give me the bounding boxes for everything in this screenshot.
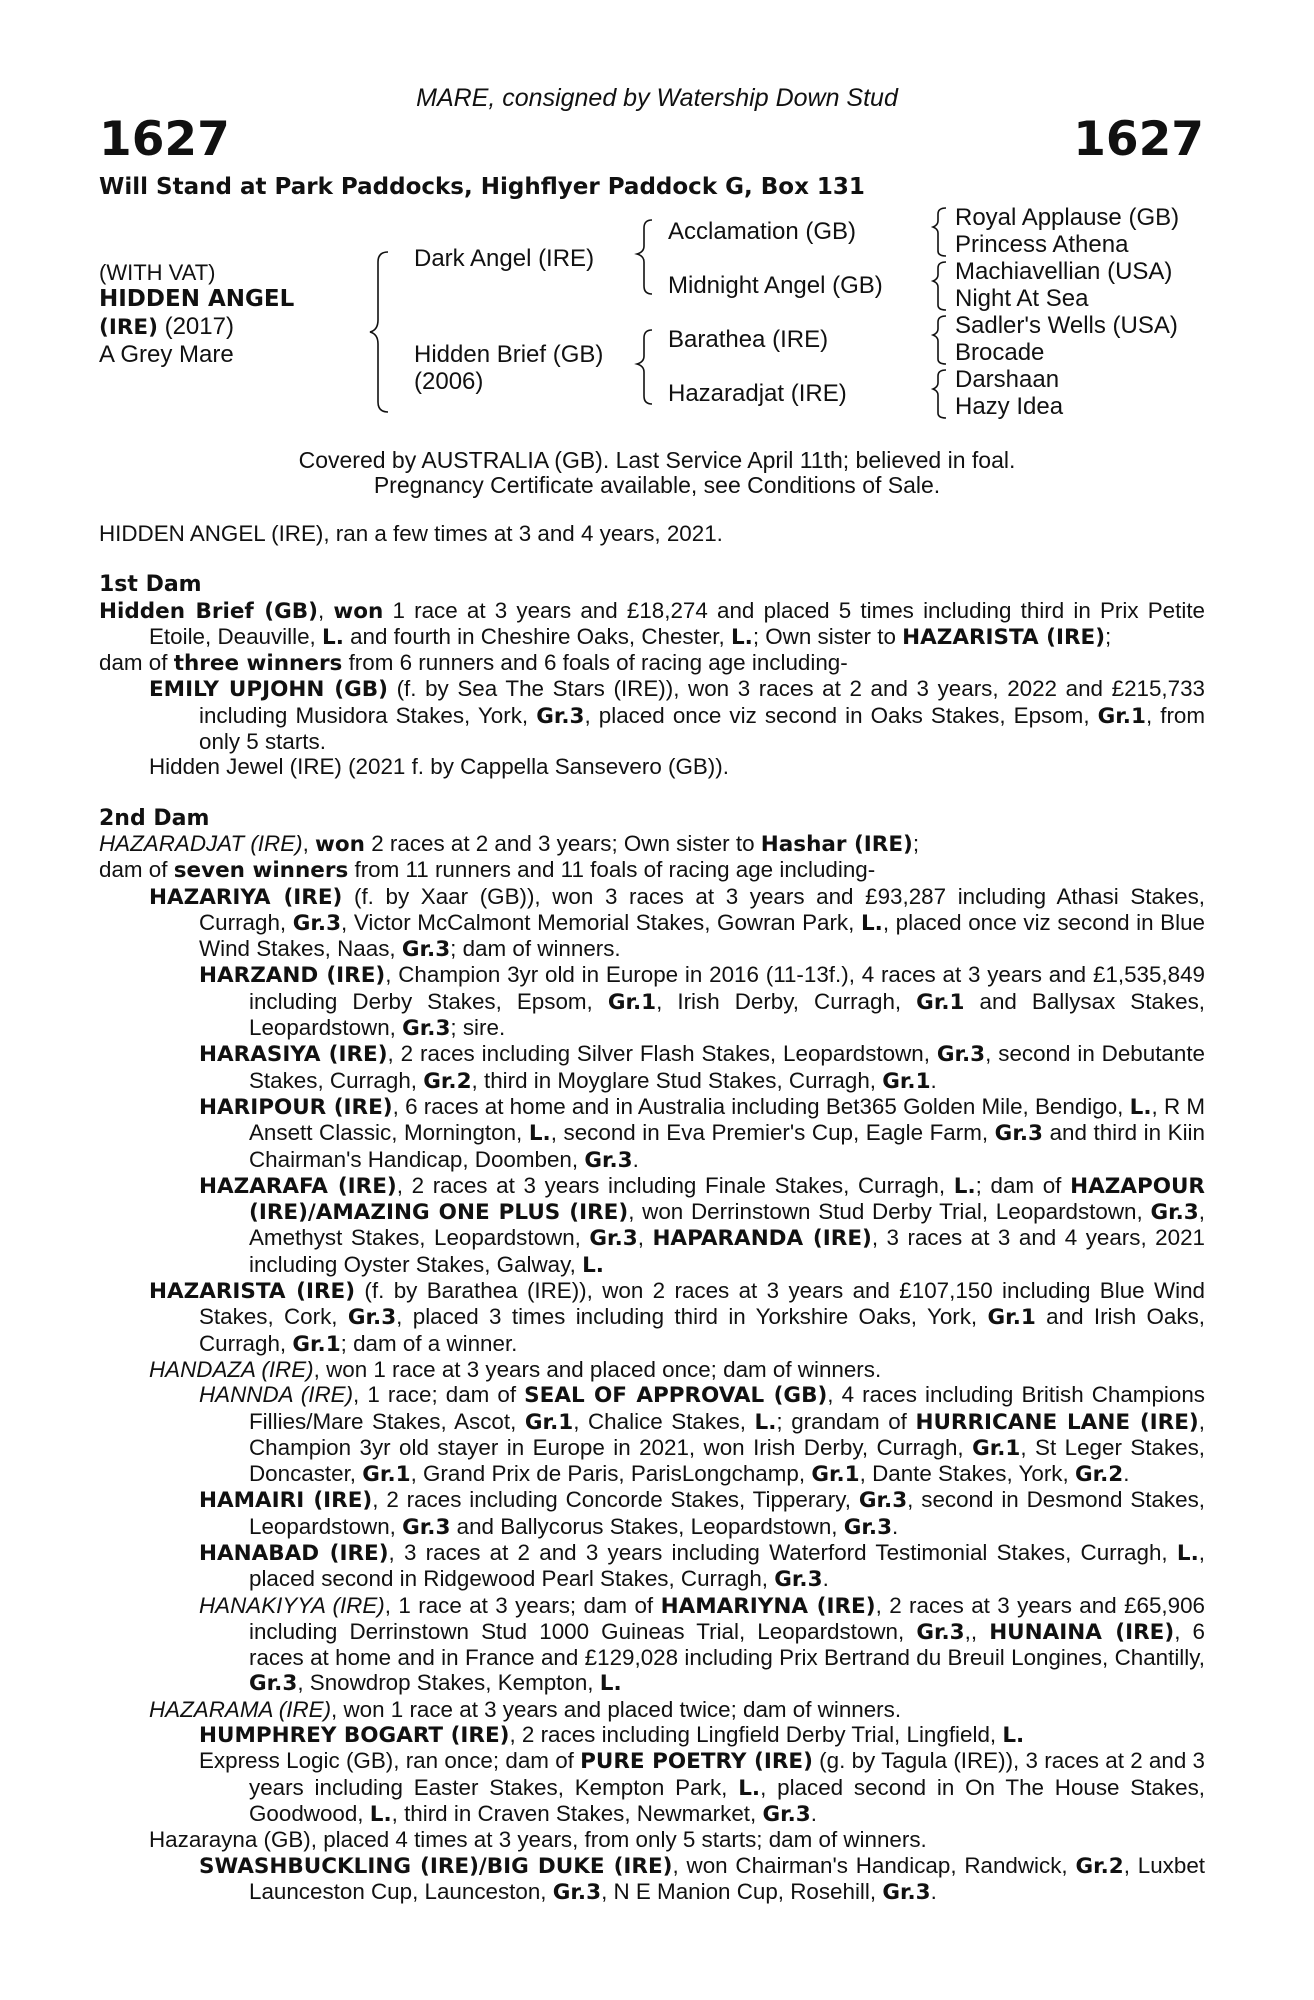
race-record xyxy=(99,521,1205,1905)
bold-run: L. xyxy=(1002,1723,1025,1749)
text-run: ; dam of winners. xyxy=(450,936,621,962)
text-run: (f. by Barathea (IRE)), won 2 races at 3 years and £107,150 including Blue Wind Stakes, Cork, xyxy=(199,1278,1205,1330)
text-run: , 2 races at 3 years including Finale Stakes, Curragh, xyxy=(396,1172,954,1198)
text-run: . xyxy=(810,1800,817,1826)
pedigree-dam-year: (2006) xyxy=(414,368,484,395)
bold-run: SWASHBUCKLING (IRE)/BIG DUKE (IRE) xyxy=(199,1853,673,1879)
second-dam-entry xyxy=(99,884,1205,963)
first-dam-produce xyxy=(99,650,1205,676)
bold-run: HAPARANDA (IRE) xyxy=(652,1226,872,1252)
first-dam-record xyxy=(99,598,1205,651)
bold-run: Gr.3 xyxy=(994,1121,1043,1147)
bold-run: PURE POETRY (IRE) xyxy=(580,1749,813,1775)
horse-year: (2017) xyxy=(157,313,234,340)
bold-run: three winners xyxy=(173,651,343,677)
text-run: , Chalice Stakes, xyxy=(573,1408,755,1434)
bold-run: L. xyxy=(1129,1094,1152,1120)
text-run: and Ballycorus Stakes, Leopardstown, xyxy=(450,1513,844,1539)
text-run: , Luxbet Launceston Cup, Launceston, xyxy=(249,1852,1205,1904)
text-run: from 11 runners and 11 foals of racing age including- xyxy=(348,857,876,883)
bold-run: L. xyxy=(730,624,753,650)
bold-run: L. xyxy=(528,1121,551,1147)
second-dam-entry xyxy=(99,831,1205,857)
second-dam-entry xyxy=(99,1697,1205,1722)
text-run: . xyxy=(822,1566,829,1592)
text-run: , Victor McCalmont Memorial Stakes, Gowran Park, xyxy=(341,909,861,935)
second-dam-entry xyxy=(99,1853,1205,1906)
text-run: , won 1 race at 3 years and placed twice; dam of winners. xyxy=(331,1696,902,1722)
bold-run: Gr.1 xyxy=(916,989,965,1015)
text-run: Hidden Jewel (IRE) (2021 f. by Cappella Sansevero (GB)). xyxy=(149,754,729,780)
text-run: , from only 5 starts. xyxy=(199,702,1205,755)
bold-run: Gr.1 xyxy=(972,1435,1021,1461)
bold-run: HAZARISTA (IRE) xyxy=(149,1279,356,1305)
bold-run: Gr.1 xyxy=(1097,703,1146,729)
bold-run: Gr.3 xyxy=(1150,1200,1199,1226)
pedigree-gen4-2: Princess Athena xyxy=(955,231,1129,258)
brace-dam xyxy=(637,330,652,404)
covered-line-1: Covered by AUSTRALIA (GB). Last Service April 11th; believed in foal. xyxy=(298,447,1016,473)
brace-g4-1 xyxy=(933,208,946,256)
brace-g4-2 xyxy=(933,262,946,310)
text-run: , R M Ansett Classic, Mornington, xyxy=(249,1093,1206,1146)
bold-run: Gr.2 xyxy=(1075,1853,1124,1879)
first-dam-foal-2 xyxy=(99,754,1205,779)
text-run: ,, xyxy=(964,1618,990,1644)
second-dam-entry xyxy=(99,1278,1205,1357)
text-run: , xyxy=(637,1225,653,1251)
bold-run: L. xyxy=(582,1252,604,1278)
text-run: , placed 3 times including third in Yorkshire Oaks, York, xyxy=(396,1304,988,1330)
text-run: , second in Debutante Stakes, Curragh, xyxy=(249,1041,1206,1093)
text-run: , Dante Stakes, York, xyxy=(859,1461,1075,1487)
text-run: ; grandam of xyxy=(776,1408,916,1434)
horse-name: HIDDEN ANGEL xyxy=(99,286,295,312)
bold-run: Gr.3 xyxy=(936,1042,986,1068)
pedigree-braces xyxy=(0,0,1314,440)
first-dam-foal-1 xyxy=(99,676,1205,754)
text-run: (f. by Sea The Stars (IRE)), won 3 races at 2 and 3 years, 2022 and £215,733 including Musidora Stakes, York, xyxy=(199,676,1205,728)
bold-run: Gr.3 xyxy=(249,1671,298,1697)
pedigree-gen4-8: Hazy Idea xyxy=(955,393,1064,420)
first-dam-heading: 1st Dam xyxy=(99,572,202,598)
text-run: , 6 races at home and in Australia including Bet365 Golden Mile, Bendigo, xyxy=(392,1093,1130,1119)
text-run: , placed second in On The House Stakes, Goodwood, xyxy=(249,1774,1205,1826)
bold-run: L. xyxy=(953,1173,976,1199)
italic-run: HANAKIYYA (IRE) xyxy=(199,1592,385,1618)
text-run: and fourth in Cheshire Oaks, Chester, xyxy=(343,623,731,649)
pedigree-gen3-1: Acclamation (GB) xyxy=(668,218,857,245)
text-run: , 3 races at 3 and 4 years, 2021 including Oyster Stakes, Galway, xyxy=(249,1225,1205,1277)
second-dam-entries xyxy=(99,831,1205,1905)
stand-location: Will Stand at Park Paddocks, Highflyer Paddock G, Box 131 xyxy=(99,174,865,200)
bold-run: EMILY UPJOHN (GB) xyxy=(149,677,388,703)
bold-run: L. xyxy=(322,624,344,650)
second-dam-entry xyxy=(99,1827,1205,1852)
text-run: , placed second in Ridgewood Pearl Stakes, Curragh, xyxy=(249,1539,1205,1592)
bold-run: Gr.3 xyxy=(762,1801,811,1827)
text-run: , xyxy=(302,830,316,856)
bold-run: HAMAIRI (IRE) xyxy=(199,1488,373,1514)
text-run: , 6 races at home and in France and £129,028 including Prix Bertrand du Breuil Longines, Chantilly, xyxy=(249,1618,1205,1671)
bold-run: L. xyxy=(599,1671,622,1697)
bold-run: HARZAND (IRE) xyxy=(199,963,386,989)
bold-run: HAZARISTA (IRE) xyxy=(902,624,1106,650)
pedigree-gen4-6: Brocade xyxy=(955,339,1045,366)
text-run: , won Chairman's Handicap, Randwick, xyxy=(672,1852,1076,1878)
bold-run: HARIPOUR (IRE) xyxy=(199,1094,393,1120)
text-run: , Amethyst Stakes, Leopardstown, xyxy=(249,1199,1205,1251)
bold-run: Gr.3 xyxy=(774,1567,823,1593)
bold-run: Gr.3 xyxy=(402,1016,451,1042)
bold-run: SEAL OF APPROVAL (GB) xyxy=(524,1383,828,1409)
text-run: dam of xyxy=(99,650,174,676)
bold-run: HAZAPOUR (IRE)/AMAZING ONE PLUS (IRE) xyxy=(249,1173,1205,1226)
second-dam-entry xyxy=(99,1094,1205,1173)
bold-run: HUNAINA (IRE) xyxy=(989,1619,1175,1645)
pedigree-gen4-3: Machiavellian (USA) xyxy=(955,258,1173,285)
bold-run: Gr.3 xyxy=(589,1226,638,1252)
bold-run: Gr.3 xyxy=(858,1488,908,1514)
bold-run: Gr.2 xyxy=(1074,1462,1124,1488)
second-dam-entry xyxy=(99,1748,1205,1827)
text-run: ; Own sister to xyxy=(752,623,903,649)
pedigree-gen4-7: Darshaan xyxy=(955,366,1060,393)
bold-run: L. xyxy=(738,1775,761,1801)
brace-g4-4 xyxy=(933,370,946,418)
horse-origin: (IRE) xyxy=(99,315,158,340)
text-run: and third in Kiin Chairman's Handicap, Doomben, xyxy=(249,1120,1205,1172)
text-run: ; dam of a winner. xyxy=(340,1330,518,1356)
text-run: , placed once viz second in Blue Wind Stakes, Naas, xyxy=(199,909,1205,962)
vat-note: (WITH VAT) xyxy=(99,260,216,285)
text-run: ; xyxy=(912,830,920,856)
text-run: , won Derrinstown Stud Derby Trial, Leopardstown, xyxy=(628,1199,1151,1225)
text-run: , xyxy=(317,597,334,623)
italic-run: HANNDA (IRE) xyxy=(199,1382,354,1408)
second-dam-entry xyxy=(99,1041,1205,1094)
second-dam-entry xyxy=(99,1722,1205,1748)
second-dam-entry xyxy=(99,1487,1205,1540)
second-dam-entry xyxy=(99,962,1205,1041)
text-run: 1 race at 3 years and £18,274 and placed 5 times including third in Prix Petite Etoile, Deauville, xyxy=(149,597,1206,649)
second-dam-entry xyxy=(99,1173,1205,1278)
second-dam-entry xyxy=(99,1382,1205,1487)
italic-run: HANDAZA (IRE) xyxy=(149,1356,314,1382)
bold-run: L. xyxy=(754,1409,777,1435)
text-run: , won 1 race at 3 years and placed once; dam of winners. xyxy=(313,1356,882,1382)
text-run: , 1 race at 3 years; dam of xyxy=(384,1592,661,1618)
text-run: from 6 runners and 6 foals of racing age including- xyxy=(342,650,848,676)
bold-run: Gr.3 xyxy=(882,1879,931,1905)
text-run: 2 races at 2 and 3 years; Own sister to xyxy=(365,830,761,856)
bold-run: L. xyxy=(1176,1540,1199,1566)
bold-run: Gr.1 xyxy=(882,1068,931,1094)
second-dam-entry xyxy=(99,1593,1205,1697)
text-run: , second in Eva Premier's Cup, Eagle Farm, xyxy=(550,1120,995,1146)
bold-run: Gr.3 xyxy=(552,1879,602,1905)
bold-run: Gr.2 xyxy=(423,1068,472,1094)
brace-sire xyxy=(637,220,652,294)
text-run: , third in Moyglare Stud Stakes, Curragh, xyxy=(471,1067,883,1093)
bold-run: HURRICANE LANE (IRE) xyxy=(915,1409,1199,1435)
text-run: . xyxy=(892,1513,899,1539)
italic-run: HAZARAMA (IRE) xyxy=(149,1696,332,1722)
text-run: dam of xyxy=(99,857,174,883)
bold-run: Gr.3 xyxy=(584,1147,633,1173)
second-dam-entry xyxy=(99,1540,1205,1593)
bold-run: Gr.1 xyxy=(292,1331,341,1357)
text-run: , 1 race; dam of xyxy=(353,1382,525,1408)
text-run: , 3 races at 2 and 3 years including Waterford Testimonial Stakes, Curragh, xyxy=(388,1539,1177,1565)
bold-run: Gr.3 xyxy=(292,910,342,936)
text-run: . xyxy=(1123,1461,1130,1487)
consignor-line: MARE, consigned by Watership Down Stud xyxy=(416,84,898,112)
text-run: Hazarayna (GB), placed 4 times at 3 years, from only 5 starts; dam of winners. xyxy=(149,1827,927,1853)
pedigree-gen4-1: Royal Applause (GB) xyxy=(955,204,1180,231)
pedigree-sire: Dark Angel (IRE) xyxy=(414,245,595,272)
intro-line: HIDDEN ANGEL (IRE), ran a few times at 3 and 4 years, 2021. xyxy=(99,521,723,546)
brace-g4-3 xyxy=(933,316,946,364)
pedigree-gen3-4: Hazaradjat (IRE) xyxy=(668,380,847,407)
horse-description: A Grey Mare xyxy=(99,341,234,368)
lot-number-left: 1627 xyxy=(99,112,230,167)
bold-run: Hashar (IRE) xyxy=(760,831,913,857)
bold-run: seven winners xyxy=(173,858,349,884)
pedigree-gen3-3: Barathea (IRE) xyxy=(668,326,829,353)
text-run: ; sire. xyxy=(450,1015,506,1041)
pedigree-gen4-5: Sadler's Wells (USA) xyxy=(955,312,1178,339)
second-dam-heading: 2nd Dam xyxy=(99,805,210,831)
bold-run: HANABAD (IRE) xyxy=(199,1540,389,1566)
bold-run: won xyxy=(315,831,365,857)
bold-run: L. xyxy=(860,910,883,936)
text-run: ; xyxy=(1105,623,1112,649)
pedigree-dam: Hidden Brief (GB) xyxy=(414,341,604,368)
text-run: , St Leger Stakes, Doncaster, xyxy=(249,1434,1206,1487)
text-run: , second in Desmond Stakes, Leopardstown, xyxy=(249,1487,1205,1539)
text-run: , Champion 3yr old in Europe in 2016 (11-13f.), 4 races at 3 years and £1,535,849 including Derby Stakes, Epsom, xyxy=(249,962,1206,1014)
text-run: Express Logic (GB), ran once; dam of xyxy=(199,1748,581,1774)
bold-run: Hidden Brief (GB) xyxy=(99,598,318,624)
bold-run: won xyxy=(333,598,384,624)
bold-run: Gr.3 xyxy=(347,1305,397,1331)
pedigree-gen4-4: Night At Sea xyxy=(955,285,1089,312)
text-run: , third in Craven Stakes, Newmarket, xyxy=(391,1800,763,1826)
bold-run: Gr.1 xyxy=(811,1462,860,1488)
bold-run: Gr.3 xyxy=(401,937,451,963)
text-run: . xyxy=(632,1146,639,1172)
bold-run: HARASIYA (IRE) xyxy=(199,1042,388,1068)
bold-run: HAMARIYNA (IRE) xyxy=(660,1593,876,1619)
text-run: ; dam of xyxy=(975,1172,1071,1198)
bold-run: Gr.1 xyxy=(987,1305,1036,1331)
bold-run: HAZARIYA (IRE) xyxy=(149,884,343,910)
text-run: , Grand Prix de Paris, ParisLongchamp, xyxy=(410,1461,812,1487)
bold-run: Gr.3 xyxy=(843,1514,893,1540)
text-run: , N E Manion Cup, Rosehill, xyxy=(601,1878,883,1904)
bold-run: HUMPHREY BOGART (IRE) xyxy=(199,1723,510,1749)
pedigree-gen3-2: Midnight Angel (GB) xyxy=(668,272,883,299)
bold-run: Gr.1 xyxy=(524,1409,574,1435)
text-run: , 2 races at 3 years and £65,906 including Derrinstown Stud 1000 Guineas Trial, Leopardstown, xyxy=(249,1592,1205,1644)
italic-run: HAZARADJAT (IRE) xyxy=(99,830,303,856)
text-run: , Champion 3yr old stayer in Europe in 2021, won Irish Derby, Curragh, xyxy=(249,1408,1205,1460)
bold-run: Gr.1 xyxy=(362,1462,411,1488)
text-run: (g. by Tagula (IRE)), 3 races at 2 and 3 years including Easter Stakes, Kempton Park, xyxy=(249,1748,1205,1800)
text-run: , 2 races including Silver Flash Stakes, Leopardstown, xyxy=(387,1041,937,1067)
covered-line-2: Pregnancy Certificate available, see Conditions of Sale. xyxy=(373,472,941,498)
text-run: and Ballysax Stakes, Leopardstown, xyxy=(249,988,1205,1041)
second-dam-entry xyxy=(99,857,1205,883)
text-run: , 4 races including British Champions Fillies/Mare Stakes, Ascot, xyxy=(249,1382,1205,1434)
bold-run: HAZARAFA (IRE) xyxy=(199,1173,397,1199)
bold-run: Gr.3 xyxy=(916,1619,965,1645)
text-run: and Irish Oaks, Curragh, xyxy=(199,1304,1205,1356)
text-run: , 2 races including Lingfield Derby Trial, Lingfield, xyxy=(509,1722,1003,1748)
brace-main xyxy=(370,252,388,412)
text-run: . xyxy=(930,1067,937,1093)
text-run: , Irish Derby, Curragh, xyxy=(656,988,917,1014)
text-run: , 2 races including Concorde Stakes, Tipperary, xyxy=(372,1487,859,1513)
text-run: (f. by Xaar (GB)), won 3 races at 3 years and £93,287 including Athasi Stakes, Curragh, xyxy=(199,883,1205,935)
bold-run: L. xyxy=(369,1801,392,1827)
second-dam-entry xyxy=(99,1357,1205,1382)
lot-number-right: 1627 xyxy=(1073,112,1204,167)
text-run: , Snowdrop Stakes, Kempton, xyxy=(297,1670,600,1696)
bold-run: Gr.3 xyxy=(536,703,585,729)
text-run: . xyxy=(930,1878,937,1904)
text-run: , placed once viz second in Oaks Stakes, Epsom, xyxy=(584,702,1098,728)
bold-run: Gr.3 xyxy=(402,1514,451,1540)
bold-run: Gr.1 xyxy=(607,989,657,1015)
